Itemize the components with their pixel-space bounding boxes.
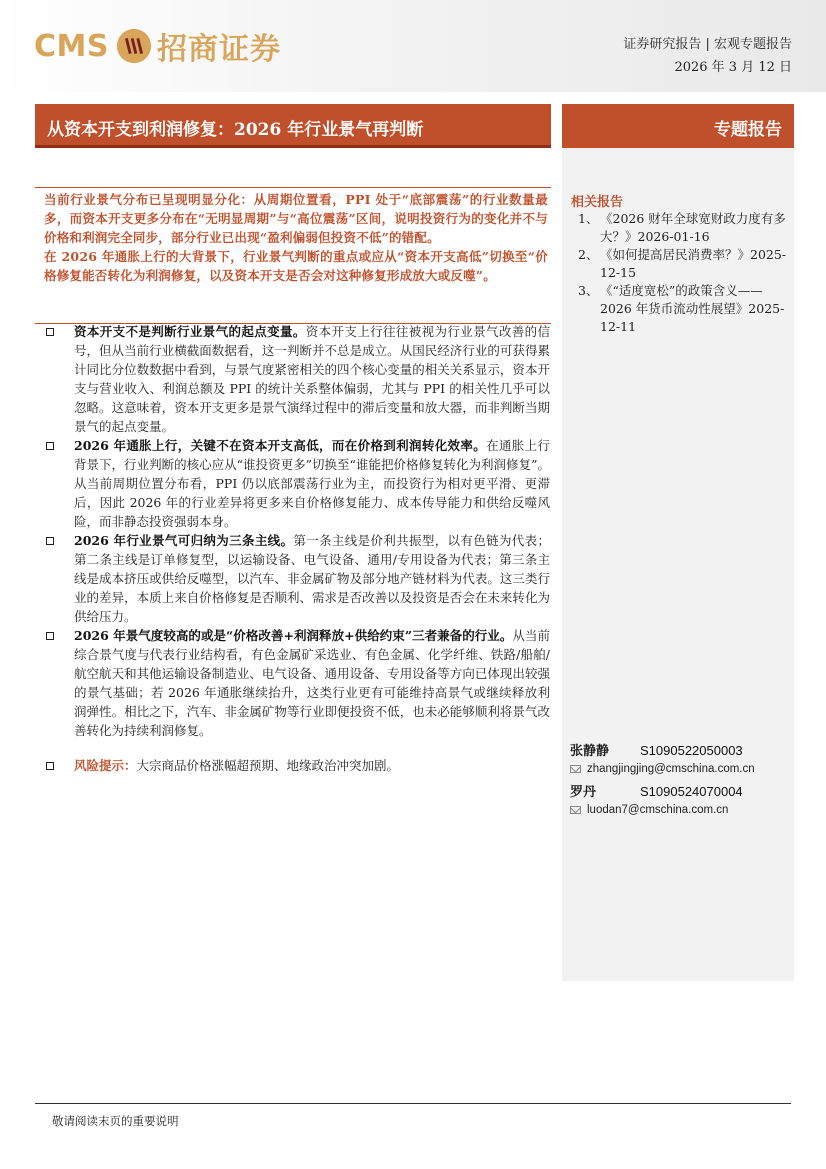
key-point-lead: 资本开支不是判断行业景气的起点变量。 — [74, 324, 306, 339]
square-bullet-icon — [46, 328, 54, 336]
logo-mark-icon — [115, 27, 153, 65]
related-reports-title: 相关报告 — [571, 195, 624, 210]
summary-block — [44, 190, 548, 285]
related-report-link[interactable]: 《2026 财年全球宽财政力度有多大？》2026-01-16 — [600, 211, 786, 244]
square-bullet-icon — [46, 442, 54, 450]
related-report-number: 3、 — [578, 283, 599, 298]
analyst-card — [570, 740, 790, 775]
square-bullet-icon — [46, 762, 54, 770]
key-point-body: 从当前综合景气度与代表行业结构看，有色金属矿采选业、有色金属、化学纤维、铁路/船舶/航空航天和其他运输设备制造业、电气设备、通用设备、专用设备等方向已体现出较强的景气基础；若 2026 年通胀继续抬升，这类行业更有可能维持高景气或继续释放利润弹性。相比之下，汽车、非金属矿物等行业即便投资不低，也未必能够顺利将景气改善转化为持续利润修复。 — [74, 628, 550, 738]
related-reports-list — [578, 210, 790, 336]
analyst-email[interactable]: zhangjingjing@cmschina.com.cn — [587, 763, 755, 775]
key-point-lead: 2026 年景气度较高的或是“价格改善+利润释放+供给约束”三者兼备的行业。 — [74, 628, 513, 643]
summary-top-divider — [35, 187, 551, 188]
envelope-icon — [570, 765, 581, 773]
key-point — [40, 626, 550, 740]
summary-paragraph: 在 2026 年通胀上行的大背景下，行业景气判断的重点或应从“资本开支高低”切换至“价格修复能否转化为利润修复，以及资本开支是否会对这种修复形成放大或反噬”。 — [44, 249, 548, 283]
summary-paragraph: 当前行业景气分布已呈现明显分化：从周期位置看，PPI 处于“底部震荡”的行业数量最多，而资本开支更多分布在“无明显周期”与“高位震荡”区间，说明投资行为的变化并不与价格和利润完全同步，部分行业已出现“盈利偏弱但投资不低”的错配。 — [44, 192, 548, 245]
key-point-lead: 2026 年行业景气可归纳为三条主线。 — [74, 533, 294, 548]
risk-warning — [40, 756, 550, 775]
square-bullet-icon — [46, 632, 54, 640]
analyst-cert-number: S1090522050003 — [640, 743, 743, 758]
square-bullet-icon — [46, 537, 54, 545]
analyst-name: 罗丹 — [570, 785, 597, 800]
key-point-body: 在通胀上行背景下，行业判断的核心应从“谁投资更多”切换至“谁能把价格修复转化为利润修复”。从当前周期位置分布看，PPI 仍以底部震荡行业为主，而投资行为相对更平滑、更滞后，因此 2026 年的行业差异将更多来自价格修复能力、成本传导能力和供给反噬风险，而非静态投资强弱本身。 — [74, 438, 550, 529]
footer-disclaimer: 敬请阅读末页的重要说明 — [52, 1114, 179, 1128]
risk-lead: 风险提示： — [74, 758, 137, 773]
key-point — [40, 436, 550, 531]
key-points — [40, 322, 550, 775]
company-logo — [34, 26, 281, 66]
related-report-item[interactable] — [578, 282, 790, 336]
footer-divider — [35, 1103, 791, 1104]
key-point-body: 资本开支上行往往被视为行业景气改善的信号，但从当前行业横截面数据看，这一判断并不总是成立。从国民经济行业的可获得累计同比分位数数据中看到，与景气度紧密相关的四个核心变量的相关关系显示，资本开支与营业收入、利润总额及 PPI 的统计关系整体偏弱，尤其与 PPI 的相关性几乎可以忽略。这意味着，资本开支更多是景气演绎过程中的滞后变量和放大器，而非判断当期景气的起点变量。 — [74, 324, 550, 434]
analyst-name: 张静静 — [570, 744, 610, 759]
logo-cn-text: 招商证券 — [156, 32, 281, 67]
related-report-item[interactable] — [578, 210, 790, 246]
risk-body: 大宗商品价格涨幅超预期、地缘政治冲突加剧。 — [136, 758, 400, 773]
analyst-card — [570, 781, 790, 816]
key-point — [40, 322, 550, 436]
key-point — [40, 531, 550, 626]
key-point-lead: 2026 年通胀上行，关键不在资本开支高低，而在价格到利润转化效率。 — [74, 438, 487, 453]
analyst-cert-number: S1090524070004 — [640, 784, 743, 799]
analyst-email[interactable]: luodan7@cmschina.com.cn — [587, 804, 729, 816]
related-report-link[interactable]: 《如何提高居民消费率？》2025-12-15 — [600, 247, 787, 280]
related-report-number: 2、 — [578, 247, 599, 262]
related-report-number: 1、 — [578, 211, 599, 226]
related-report-link[interactable]: 《“适度宽松”的政策含义——2026 年货币流动性展望》2025-12-11 — [600, 283, 785, 334]
report-type: 证券研究报告 | 宏观专题报告 — [623, 37, 792, 52]
report-title: 从资本开支到利润修复：2026 年行业景气再判断 — [35, 104, 551, 148]
key-point-body: 第一条主线是价利共振型，以有色链为代表；第二条主线是订单修复型，以运输设备、电气设备、通用/专用设备为代表；第三条主线是成本挤压或供给反噬型，以汽车、非金属矿物及部分地产链材料为代表。这三类行业的差异，本质上来自价格修复是否顺利、需求是否改善以及投资是否会在未来转化为供给压力。 — [74, 533, 550, 624]
report-tag: 专题报告 — [562, 104, 794, 148]
envelope-icon — [570, 806, 581, 814]
report-date: 2026 年 3 月 12 日 — [674, 60, 792, 75]
logo-cms-text: CMS — [34, 28, 109, 64]
related-report-item[interactable] — [578, 246, 790, 282]
